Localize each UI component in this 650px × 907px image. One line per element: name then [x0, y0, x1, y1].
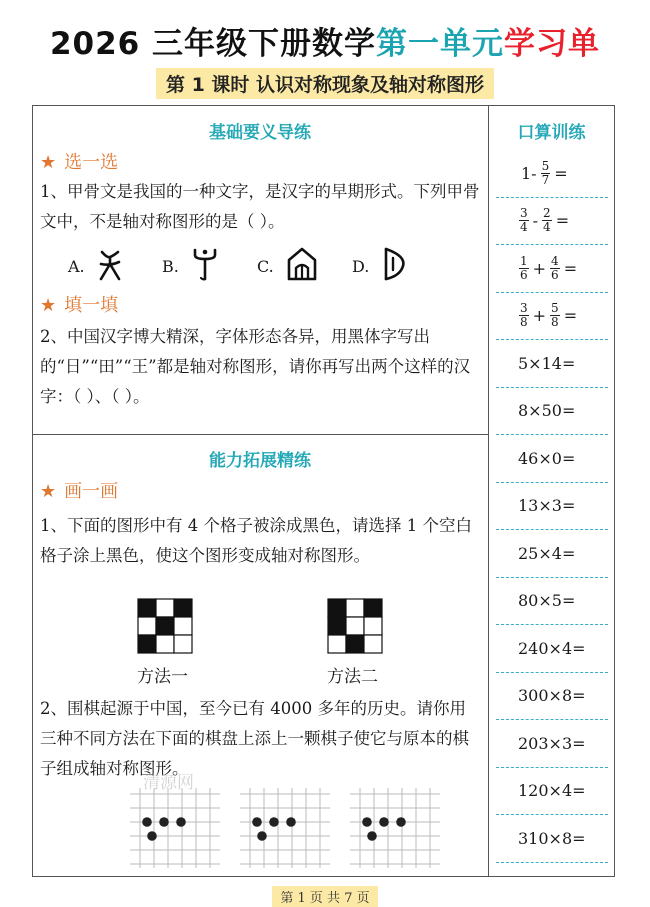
section-divider	[32, 434, 488, 435]
lesson-banner	[0, 68, 650, 99]
oral-operator: =	[563, 258, 578, 278]
question-chinese-characters: 2、中国汉字博大精深，字体形态各异，用黑体字写出的“日”“田”“王”都是轴对称图形，请你再写出两个这样的汉字：（ ）、（ ）。	[40, 327, 471, 406]
oral-expression: 300×8=	[518, 686, 586, 706]
fraction-denominator: 4	[520, 220, 528, 235]
oracle-glyph-a-icon	[97, 248, 123, 282]
fraction-numerator: 5	[541, 158, 550, 173]
oral-item	[496, 198, 608, 246]
title-part-sheet: 学习单	[504, 26, 601, 62]
fraction	[519, 207, 529, 234]
oral-item	[496, 530, 608, 578]
oral-expression: 46×0=	[518, 448, 576, 468]
oral-operator: +	[532, 258, 547, 278]
fraction	[519, 255, 529, 282]
oral-expression: 310×8=	[518, 828, 586, 848]
grid-figure-method-one[interactable]	[137, 598, 193, 654]
fraction-denominator: 6	[551, 267, 559, 282]
fraction-numerator: 3	[520, 206, 528, 221]
fraction-numerator: 5	[551, 301, 559, 316]
grid-cell-empty[interactable]	[174, 635, 192, 653]
grid-cell-empty[interactable]	[174, 617, 192, 635]
page-number: 第 1 页 共 7 页	[272, 886, 377, 907]
fraction-denominator: 6	[520, 267, 528, 282]
oral-item	[496, 435, 608, 483]
subheading-draw	[40, 477, 118, 503]
go-stone	[269, 817, 279, 827]
fraction-denominator: 8	[551, 315, 559, 330]
fraction-numerator: 2	[543, 206, 551, 221]
grid-cell-empty[interactable]	[156, 635, 174, 653]
fraction	[541, 160, 551, 187]
oral-item	[496, 578, 608, 626]
grid-cell-filled	[174, 599, 192, 617]
oral-expression: 240×4=	[518, 638, 586, 658]
grid-cell-empty[interactable]	[346, 599, 364, 617]
oral-operator: 1-	[521, 163, 537, 183]
oral-item	[496, 483, 608, 531]
star-icon: ★	[40, 152, 57, 173]
fraction-numerator: 1	[520, 253, 528, 268]
go-board-1[interactable]	[130, 788, 220, 868]
grid-cell-filled	[364, 599, 382, 617]
oral-item	[496, 815, 608, 863]
go-board-3[interactable]	[350, 788, 440, 868]
grid-cell-empty[interactable]	[328, 635, 346, 653]
oral-expression: 5×14=	[518, 353, 576, 373]
go-stone	[396, 817, 406, 827]
oral-operator: +	[532, 306, 547, 326]
oral-item	[496, 340, 608, 388]
go-stone	[362, 817, 372, 827]
method-two-label: 方法二	[327, 667, 378, 687]
option-b-label: B.	[162, 257, 179, 276]
grid-cell-filled	[346, 635, 364, 653]
oracle-glyph-c-icon	[285, 246, 319, 282]
subheading-fill	[40, 291, 118, 317]
grid-cell-empty[interactable]	[346, 617, 364, 635]
oral-expression: 120×4=	[518, 781, 586, 801]
grid-cell-empty[interactable]	[364, 635, 382, 653]
grid-cell-filled	[156, 617, 174, 635]
star-icon: ★	[40, 295, 57, 316]
oral-item	[496, 150, 608, 198]
fraction-numerator: 4	[551, 253, 559, 268]
question-go-board: 2、围棋起源于中国，至今已有 4000 多年的历史。请你用三种不同方法在下面的棋盘上添上一颗棋子使它与原本的棋子组成轴对称图形。	[40, 699, 469, 778]
oral-operator: -	[532, 211, 539, 231]
go-stone	[159, 817, 169, 827]
go-stone	[379, 817, 389, 827]
oral-expression: 80×5=	[518, 591, 576, 611]
section-advanced-title: 能力拓展精练	[209, 451, 311, 471]
oral-operator: =	[563, 306, 578, 326]
grid-figure-method-two[interactable]	[327, 598, 383, 654]
grid-cell-filled	[328, 617, 346, 635]
go-board-2[interactable]	[240, 788, 330, 868]
oral-item	[496, 625, 608, 673]
go-stone	[252, 817, 262, 827]
oral-practice-list	[496, 150, 608, 863]
title-part-unit: 第一单元	[376, 26, 505, 62]
grid-cell-filled	[328, 599, 346, 617]
question-oracle-bone: 1、甲骨文是我国的一种文字，是汉字的早期形式。下列甲骨文中，不是轴对称图形的是（ ）。	[40, 182, 480, 231]
lesson-title: 第 1 课时 认识对称现象及轴对称图形	[156, 68, 494, 99]
oral-practice-title: 口算训练	[517, 123, 586, 143]
oral-expression: 8×50=	[518, 401, 576, 421]
fraction-denominator: 4	[543, 220, 551, 235]
oral-operator: =	[555, 211, 570, 231]
fraction-denominator: 7	[541, 172, 550, 187]
go-stone	[176, 817, 186, 827]
oral-item	[496, 720, 608, 768]
fraction-denominator: 8	[520, 315, 528, 330]
go-stone	[367, 831, 377, 841]
title-part-grade: 2026 三年级下册数学	[49, 26, 377, 62]
watermark: 清源网	[143, 773, 194, 793]
oral-expression: 203×3=	[518, 733, 586, 753]
grid-cell-empty[interactable]	[156, 599, 174, 617]
section-basic-title: 基础要义导练	[209, 123, 311, 143]
grid-cell-empty[interactable]	[364, 617, 382, 635]
fraction	[519, 302, 529, 329]
option-c-label: C.	[257, 257, 274, 276]
grid-cell-filled	[138, 635, 156, 653]
oral-expression: 13×3=	[518, 496, 576, 516]
fraction	[542, 207, 552, 234]
grid-cell-filled	[138, 599, 156, 617]
oral-item	[496, 245, 608, 293]
fraction	[550, 302, 560, 329]
go-stone	[257, 831, 267, 841]
star-icon: ★	[40, 481, 57, 502]
go-stone	[147, 831, 157, 841]
oral-item	[496, 768, 608, 816]
oral-expression: 25×4=	[518, 543, 576, 563]
fraction	[550, 255, 560, 282]
subheading-draw-label: 画一画	[64, 481, 119, 502]
subheading-choose-label: 选一选	[64, 152, 119, 173]
question-grid-coloring: 1、下面的图形中有 4 个格子被涂成黑色，请选择 1 个空白格子涂上黑色，使这个图形变成轴对称图形。	[40, 516, 472, 565]
option-a-label: A.	[68, 257, 85, 276]
column-divider	[488, 105, 489, 877]
fraction-numerator: 3	[520, 301, 528, 316]
oral-item	[496, 293, 608, 341]
option-d-label: D.	[352, 257, 370, 276]
go-stone	[286, 817, 296, 827]
oracle-glyph-b-icon	[192, 246, 218, 282]
method-one-label: 方法一	[137, 667, 188, 687]
oral-operator: =	[554, 163, 568, 183]
grid-cell-empty[interactable]	[138, 617, 156, 635]
oral-item	[496, 673, 608, 721]
go-stone	[142, 817, 152, 827]
subheading-fill-label: 填一填	[64, 295, 119, 316]
oral-item	[496, 388, 608, 436]
page-title	[0, 18, 650, 63]
subheading-choose	[40, 148, 118, 174]
oracle-glyph-d-icon	[381, 246, 407, 282]
